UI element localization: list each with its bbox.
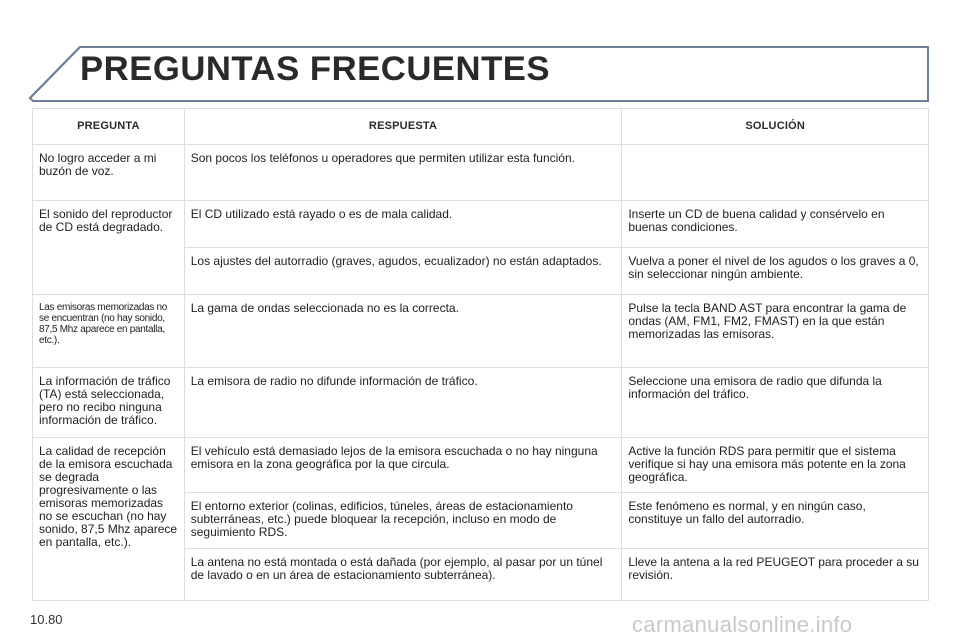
solution-cell: Pulse la tecla BAND AST para encontrar la gama de ondas (AM, FM1, FM2, FMAST) en la que están memorizadas las emisoras. (622, 295, 929, 368)
header-solution: SOLUCIÓN (622, 109, 929, 145)
solution-cell (622, 145, 929, 201)
answer-cell: El entorno exterior (colinas, edificios, túneles, áreas de estacionamiento subterráneas, etc.) puede bloquear la recepción, incluso en modo de seguimiento RDS. (184, 493, 622, 549)
solution-cell: Inserte un CD de buena calidad y consérvelo en buenas condiciones. (622, 201, 929, 248)
question-cell: No logro acceder a mi buzón de voz. (33, 145, 185, 201)
answer-cell: El CD utilizado está rayado o es de mala calidad. (184, 201, 622, 248)
answer-cell: La emisora de radio no difunde información de tráfico. (184, 368, 622, 438)
solution-cell: Seleccione una emisora de radio que difunda la información del tráfico. (622, 368, 929, 438)
table-row (33, 368, 929, 438)
table-row (33, 295, 929, 368)
page-title: PREGUNTAS FRECUENTES (80, 50, 551, 88)
question-cell: La información de tráfico (TA) está seleccionada, pero no recibo ninguna información de tráfico. (33, 368, 185, 438)
faq-table (32, 108, 929, 601)
table-header-row (33, 109, 929, 145)
solution-cell: Active la función RDS para permitir que el sistema verifique si hay una emisora más potente en la zona geográfica. (622, 438, 929, 493)
table-row (33, 145, 929, 201)
solution-cell: Lleve la antena a la red PEUGEOT para proceder a su revisión. (622, 549, 929, 601)
answer-cell: Los ajustes del autorradio (graves, agudos, ecualizador) no están adaptados. (184, 248, 622, 295)
table-row (33, 438, 929, 493)
question-cell: Las emisoras memorizadas no se encuentran (no hay sonido, 87,5 Mhz aparece en pantalla, etc.). (33, 295, 185, 368)
answer-cell: La antena no está montada o está dañada (por ejemplo, al pasar por un túnel de lavado o en un área de estacionamiento subterránea). (184, 549, 622, 601)
answer-cell: Son pocos los teléfonos u operadores que permiten utilizar esta función. (184, 145, 622, 201)
table-row (33, 201, 929, 248)
solution-cell: Vuelva a poner el nivel de los agudos o los graves a 0, sin seleccionar ningún ambiente. (622, 248, 929, 295)
answer-cell: El vehículo está demasiado lejos de la emisora escuchada o no hay ninguna emisora en la zona geográfica por la que circula. (184, 438, 622, 493)
header-answer: RESPUESTA (184, 109, 622, 145)
answer-cell: La gama de ondas seleccionada no es la correcta. (184, 295, 622, 368)
header-question: PREGUNTA (33, 109, 185, 145)
solution-cell: Este fenómeno es normal, y en ningún caso, constituye un fallo del autorradio. (622, 493, 929, 549)
watermark: carmanualsonline.info (632, 612, 853, 637)
question-cell: El sonido del reproductor de CD está degradado. (33, 201, 185, 295)
question-cell: La calidad de recepción de la emisora escuchada se degrada progresivamente o las emisoras memorizadas no se escuchan (no hay sonido, 87,5 Mhz aparece en pantalla, etc.). (33, 438, 185, 601)
page-header (0, 0, 960, 110)
page-number: 10.80 (30, 612, 63, 627)
